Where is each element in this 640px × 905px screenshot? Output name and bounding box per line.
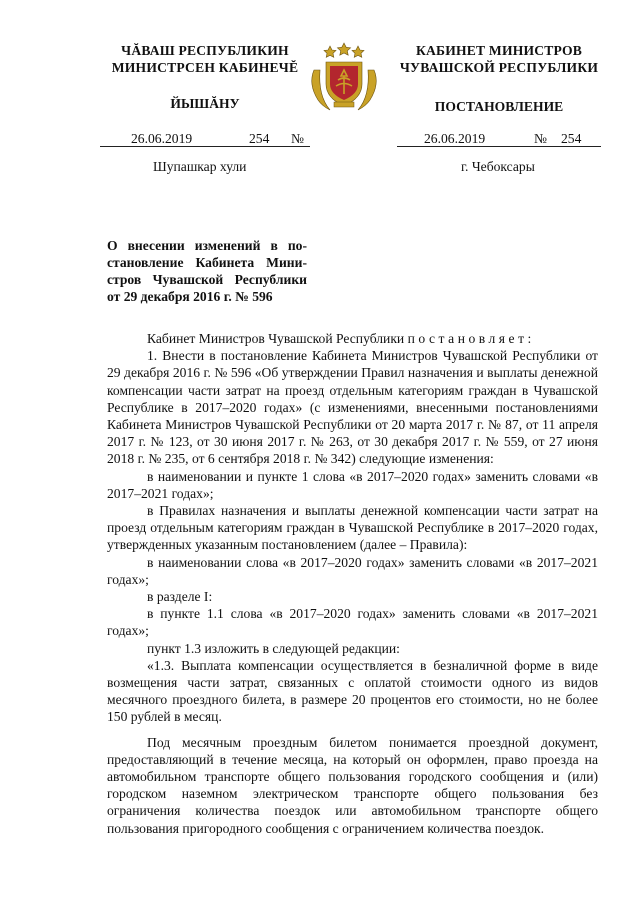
document-subject: [107, 237, 307, 305]
right-authority-header: [392, 42, 606, 76]
left-doctype: ЙЫШĂНУ: [170, 96, 240, 111]
left-number-sign: №: [291, 131, 304, 146]
body-paragraph: в Правилах назначения и выплаты денежной компенсации части затрат на проезд отдельным категориям граждан в Чувашской Республике в 2017–2020 годах, утвержденных указанным постановлением (далее – Правила):: [107, 503, 598, 553]
subject-line: стров Чувашской Республики: [107, 272, 307, 287]
body-paragraph: в разделе I:: [147, 589, 213, 605]
right-authority-line1: КАБИНЕТ МИНИСТРОВ: [415, 43, 583, 58]
body-paragraph: в пункте 1.1 слова «в 2017–2020 годах» заменить словами «в 2017–2021 годах»;: [107, 606, 598, 639]
right-city: г. Чебоксары: [461, 159, 535, 174]
left-authority-header: [100, 42, 310, 76]
subject-line: от 29 декабря 2016 г. № 596: [107, 289, 273, 304]
left-city: Шупашкар хули: [153, 159, 247, 174]
left-date: 26.06.2019: [131, 131, 193, 146]
document-body: [107, 330, 598, 837]
body-paragraph: 1. Внести в постановление Кабинета Министров Чувашской Республики от 29 декабря 2016 г. № 596 «Об утверждении Правил назначения и выплаты денежной компенсации части затрат на проезд отдельным категориям граждан в Чувашской Республике в 2017–2020 годах» (с изменениями, внесенными постановлениями Кабинета Министров Чувашской Республики от 20 марта 2017 г. № 87, от 11 апреля 2017 г. № 123, от 30 июня 2017 г. № 263, от 30 декабря 2017 г. № 559, от 27 июня 2018 г. № 235, от 6 сентября 2018 г. № 342) следующие изменения:: [107, 348, 598, 467]
right-doctype: ПОСТАНОВЛЕНИЕ: [434, 99, 564, 114]
intro-spaced-verb: постановляет:: [407, 331, 535, 346]
subject-line: О внесении изменений в по-: [107, 238, 307, 253]
body-paragraph: пункт 1.3 изложить в следующей редакции:: [147, 640, 400, 656]
body-paragraph: «1.3. Выплата компенсации осуществляется в безналичной форме в виде возмещения части затрат, связанных с оплатой стоимости одного из видов месячного проездного билета, в размере 20 процентов его стоимости, но не более 150 рублей в месяц.: [107, 657, 598, 725]
left-number: 254: [249, 131, 270, 146]
body-paragraph: в наименовании слова «в 2017–2020 годах» заменить словами «в 2017–2021 годах»;: [107, 554, 598, 587]
body-paragraph: в наименовании и пункте 1 слова «в 2017–2020 годах» заменить словами «в 2017–2021 годах»;: [107, 468, 598, 501]
left-authority-line1: ЧĂВАШ РЕСПУБЛИКИН: [121, 43, 289, 58]
right-number-sign: №: [534, 131, 547, 146]
left-authority-line2: МИНИСТРСЕН КАБИНЕЧĔ: [111, 60, 299, 75]
right-date: 26.06.2019: [424, 131, 486, 146]
right-number: 254: [561, 131, 582, 146]
intro-paragraph: [107, 330, 598, 347]
intro-prefix: Кабинет Министров Чувашской Республики: [147, 331, 408, 346]
subject-line: становление Кабинета Мини-: [107, 255, 307, 270]
chuvash-emblem-icon: [300, 40, 388, 116]
right-authority-line2: ЧУВАШСКОЙ РЕСПУБЛИКИ: [399, 60, 599, 75]
body-paragraph: Под месячным проездным билетом понимается проездной документ, предоставляющий в течение месяца, на который он оформлен, право проезда на автомобильном транспорте общего пользования городского сообщения и (или) городском наземном электрическом транспорте общего пользования без ограничения количества поездок или автомобильном транспорте общего пользования пригородного сообщения с ограничением количества поездок.: [107, 734, 598, 836]
